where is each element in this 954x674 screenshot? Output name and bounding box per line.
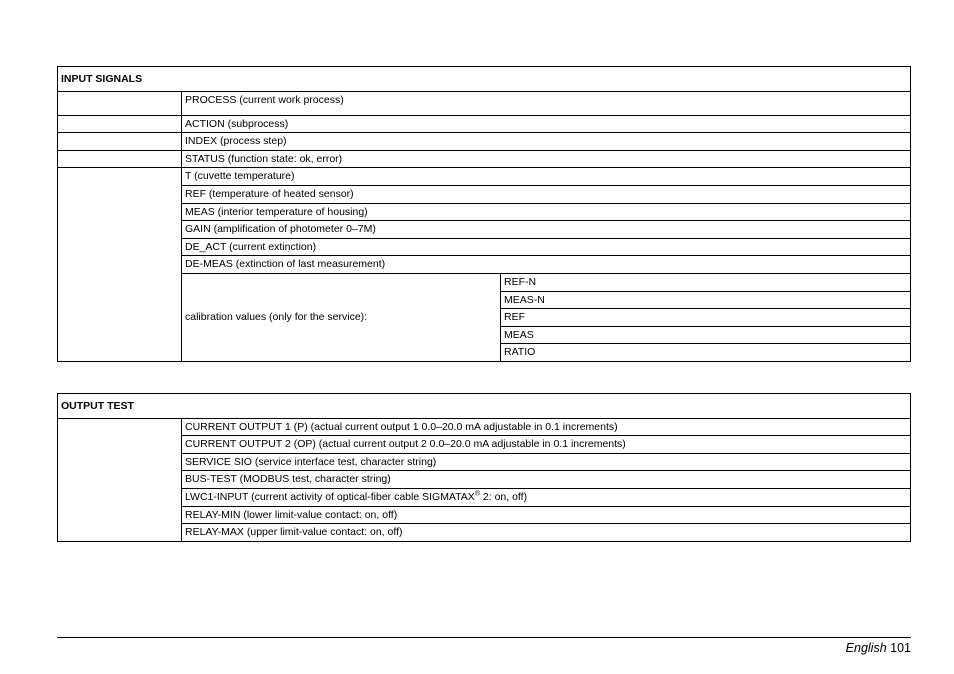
- calibration-value: RATIO: [501, 344, 911, 362]
- calibration-value: MEAS-N: [501, 291, 911, 309]
- footer-rule: [57, 637, 911, 638]
- footer-language: English: [845, 641, 887, 655]
- output-item: BUS-TEST (MODBUS test, character string): [182, 471, 911, 489]
- process-cell: PROCESS (current work process): [182, 91, 911, 115]
- output-test-table: [57, 393, 911, 542]
- measurement-cell: MEAS (interior temperature of housing): [182, 203, 911, 221]
- measurement-cell: DE-MEAS (extinction of last measurement): [182, 256, 911, 274]
- output-item-lwc1: [182, 488, 911, 506]
- status-cell: STATUS (function state: ok, error): [182, 150, 911, 168]
- action-cell: ACTION (subprocess): [182, 115, 911, 133]
- page-number: 101: [890, 641, 911, 655]
- lwc1-suffix: 2: on, off): [479, 490, 528, 503]
- measurement-cell: DE_ACT (current extinction): [182, 238, 911, 256]
- registered-mark: ®: [474, 490, 480, 498]
- lwc1-prefix: LWC1-INPUT (current activity of optical-fiber cable SIGMATAX: [185, 490, 475, 503]
- output-item: CURRENT OUTPUT 2 (OP) (actual current output 2 0.0–20.0 mA adjustable in 0.1 increments): [182, 436, 911, 454]
- index-cell: INDEX (process step): [182, 133, 911, 151]
- empty-cell: [58, 150, 182, 168]
- measurement-cell: T (cuvette temperature): [182, 168, 911, 186]
- output-item: RELAY-MIN (lower limit-value contact: on, off): [182, 506, 911, 524]
- measurement-cell: REF (temperature of heated sensor): [182, 185, 911, 203]
- output-test-title: OUTPUT TEST: [58, 394, 911, 419]
- output-item: CURRENT OUTPUT 1 (P) (actual current output 1 0.0–20.0 mA adjustable in 0.1 increments): [182, 418, 911, 436]
- calibration-value: MEAS: [501, 326, 911, 344]
- output-item: SERVICE SIO (service interface test, character string): [182, 453, 911, 471]
- calibration-label: calibration values (only for the service):: [182, 273, 501, 361]
- empty-cell: [58, 91, 182, 115]
- page-footer: [846, 641, 911, 655]
- measurement-cell: GAIN (amplification of photometer 0–7M): [182, 221, 911, 239]
- empty-cell: [58, 115, 182, 133]
- calibration-value: REF-N: [501, 273, 911, 291]
- calibration-value: REF: [501, 309, 911, 327]
- empty-cell: [58, 418, 182, 541]
- empty-cell: [58, 133, 182, 151]
- empty-cell: [58, 168, 182, 362]
- input-signals-table: [57, 66, 911, 362]
- output-item: RELAY-MAX (upper limit-value contact: on, off): [182, 524, 911, 542]
- input-signals-title: INPUT SIGNALS: [58, 67, 911, 92]
